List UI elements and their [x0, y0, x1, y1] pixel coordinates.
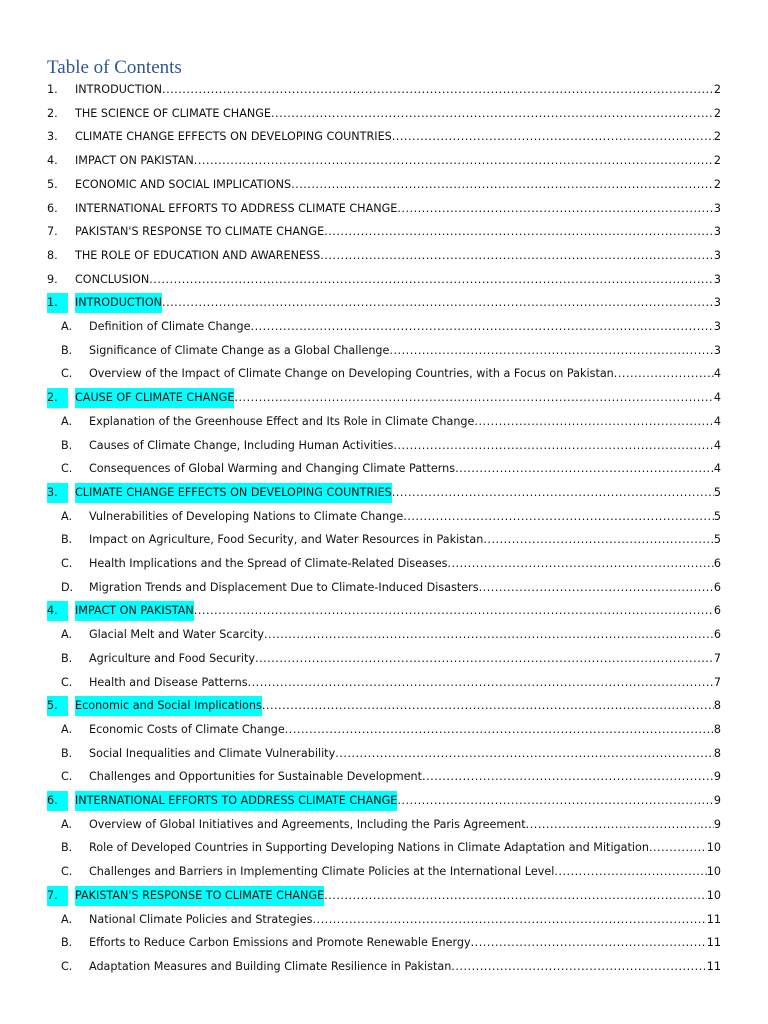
toc-page-number: 4 [713, 391, 721, 405]
toc-subentry[interactable] [0, 436, 768, 456]
toc-entry-body [75, 293, 721, 313]
toc-dot-leader [403, 507, 714, 527]
toc-dot-leader [271, 104, 714, 124]
toc-page-number: 7 [713, 651, 721, 665]
toc-entry-body [89, 649, 721, 669]
toc-entry-title: National Climate Policies and Strategies [89, 912, 313, 926]
toc-entry-title: Challenges and Barriers in Implementing Climate Policies at the International Level [89, 865, 555, 879]
toc-page-number: 10 [706, 865, 721, 879]
toc-page-number: 8 [713, 699, 721, 713]
toc-page-number: 2 [713, 106, 721, 120]
toc-dot-leader [392, 127, 714, 147]
toc-dot-leader [554, 862, 706, 882]
toc-entry-number: 2. [47, 388, 68, 408]
toc-entry-title: Economic and Social Implications [75, 696, 262, 716]
toc-entry-number: A. [61, 628, 73, 642]
toc-dot-leader [234, 388, 713, 408]
toc-entry-body [89, 364, 721, 384]
toc-entry-body [75, 175, 721, 195]
toc-entry-number: C. [61, 865, 73, 879]
toc-page-number: 3 [713, 296, 721, 310]
toc-entry-title: CLIMATE CHANGE EFFECTS ON DEVELOPING COUNTRIES [75, 130, 392, 144]
toc-dot-leader [194, 151, 714, 171]
toc-dot-leader [393, 436, 713, 456]
toc-entry-title: Challenges and Opportunities for Sustainable Development [89, 770, 423, 784]
toc-page-number: 10 [706, 841, 721, 855]
toc-entry-title: CONCLUSION [75, 272, 150, 286]
toc-entry-number: 3. [47, 130, 58, 144]
toc-entry-number: 3. [47, 483, 68, 503]
toc-entry-title: THE ROLE OF EDUCATION AND AWARENESS [75, 248, 321, 262]
toc-dot-leader [397, 791, 714, 811]
toc-entry-body [75, 199, 721, 219]
toc-entry-number: C. [61, 959, 73, 973]
toc-entry-title: Migration Trends and Displacement Due to Climate-Induced Disasters [89, 580, 479, 594]
toc-dot-leader [312, 910, 706, 930]
toc-dot-leader [451, 957, 706, 977]
toc-dot-leader [422, 767, 714, 787]
toc-entry[interactable] [0, 199, 768, 219]
toc-page-number: 9 [713, 770, 721, 784]
toc-dot-leader [649, 838, 707, 858]
toc-dot-leader [248, 673, 714, 693]
toc-entry[interactable] [0, 483, 768, 503]
toc-page-number: 4 [713, 462, 721, 476]
toc-dot-leader [324, 886, 707, 906]
toc-page-number: 3 [713, 272, 721, 286]
toc-entry[interactable] [0, 104, 768, 124]
toc-entry[interactable] [0, 151, 768, 171]
toc-entry-body [89, 554, 721, 574]
toc-entry-number: A. [61, 817, 73, 831]
toc-entry-number: 7. [47, 225, 58, 239]
toc-entry[interactable] [0, 293, 768, 313]
toc-dot-leader [285, 720, 714, 740]
toc-page-number: 6 [713, 580, 721, 594]
toc-entry-title: Agriculture and Food Security [89, 651, 256, 665]
toc-page-number: 4 [713, 367, 721, 381]
toc-entry-number: 1. [47, 293, 68, 313]
toc-entry-body [75, 483, 721, 503]
toc-page-number: 4 [713, 414, 721, 428]
toc-page-number: 3 [713, 248, 721, 262]
toc-entry-title: Role of Developed Countries in Supporting Developing Nations in Climate Adaptation and Mitigation [89, 841, 649, 855]
toc-page-number: 4 [713, 438, 721, 452]
toc-entry-number: 5. [47, 177, 58, 191]
toc-subentry[interactable] [0, 317, 768, 337]
toc-entry-body [89, 412, 721, 432]
toc-page-number: 7 [713, 675, 721, 689]
toc-subentry[interactable] [0, 554, 768, 574]
toc-page-number: 11 [706, 959, 721, 973]
toc-dot-leader [335, 744, 714, 764]
toc-entry-body [89, 530, 721, 550]
toc-subentry[interactable] [0, 673, 768, 693]
toc-subentry[interactable] [0, 933, 768, 953]
toc-entry-title: Definition of Climate Change [89, 320, 251, 333]
toc-entry-body [89, 459, 721, 479]
toc-entry-title: Explanation of the Greenhouse Effect and Its Role in Climate Change [89, 414, 475, 428]
toc-entry-title: INTRODUCTION [75, 83, 163, 96]
toc-entry-body [89, 720, 721, 740]
toc-dot-leader [397, 199, 714, 219]
toc-entry-body [89, 317, 721, 337]
toc-page-number: 5 [713, 509, 721, 523]
toc-page-number: 11 [706, 912, 721, 926]
toc-page-number: 9 [713, 794, 721, 807]
toc-subentry[interactable] [0, 815, 768, 835]
toc-entry-body [89, 436, 721, 456]
toc-entry-number: 4. [47, 154, 58, 168]
toc-entry-body [75, 127, 721, 147]
toc-page-number: 8 [713, 746, 721, 760]
toc-entry-number: B. [61, 746, 73, 760]
toc-entry-title: Economic Costs of Climate Change [89, 722, 285, 736]
toc-entry[interactable] [0, 601, 768, 621]
toc-subentry[interactable] [0, 744, 768, 764]
toc-page-number: 6 [713, 628, 721, 642]
toc-entry-number: 5. [47, 696, 68, 716]
toc-entry-number: 2. [47, 106, 58, 120]
toc-dot-leader [320, 246, 714, 266]
toc-entry-number: A. [61, 722, 73, 736]
toc-page-number: 3 [713, 343, 721, 357]
toc-entry-body [89, 578, 721, 598]
toc-entry-title: CAUSE OF CLIMATE CHANGE [75, 388, 234, 408]
toc-entry-body [89, 957, 721, 977]
toc-entry-number: 6. [47, 201, 58, 215]
toc-entry-body [89, 673, 721, 693]
toc-entry-number: D. [61, 580, 74, 594]
toc-page-number: 6 [713, 557, 721, 570]
toc-dot-leader [474, 412, 713, 432]
toc-dot-leader [483, 530, 714, 550]
toc-title: Table of Contents [47, 57, 182, 78]
toc-entry-title: IMPACT ON PAKISTAN [75, 601, 194, 621]
toc-entry-title: Overview of Global Initiatives and Agreements, Including the Paris Agreement [89, 817, 526, 831]
toc-entry-title: INTERNATIONAL EFFORTS TO ADDRESS CLIMATE CHANGE [75, 791, 397, 811]
toc-dot-leader [149, 270, 714, 290]
toc-dot-leader [392, 483, 714, 503]
toc-entry-title: Adaptation Measures and Building Climate Resilience in Pakistan [89, 959, 452, 973]
toc-entry-title: Impact on Agriculture, Food Security, and Water Resources in Pakistan [89, 533, 484, 547]
toc-subentry[interactable] [0, 459, 768, 479]
toc-entry-title: INTRODUCTION [75, 293, 162, 313]
toc-entry-number: A. [61, 912, 73, 926]
toc-entry-title: ECONOMIC AND SOCIAL IMPLICATIONS [75, 177, 292, 191]
toc-entry-title: Efforts to Reduce Carbon Emissions and Promote Renewable Energy [89, 936, 471, 950]
toc-page-number: 5 [713, 533, 721, 547]
toc-subentry[interactable] [0, 720, 768, 740]
toc-entry[interactable] [0, 246, 768, 266]
toc-entry-number: B. [61, 651, 73, 665]
toc-entry[interactable] [0, 388, 768, 408]
toc-entry-title: Overview of the Impact of Climate Change on Developing Countries, with a Focus on Pakistan [89, 367, 614, 381]
toc-entry-number: B. [61, 438, 73, 452]
toc-entry[interactable] [0, 886, 768, 906]
toc-subentry[interactable] [0, 649, 768, 669]
toc-subentry[interactable] [0, 341, 768, 361]
toc-page-number: 8 [713, 722, 721, 736]
toc-entry-number: A. [61, 414, 73, 428]
toc-dot-leader [447, 554, 713, 574]
toc-entry-title: Vulnerabilities of Developing Nations to Climate Change [89, 509, 404, 523]
toc-dot-leader [526, 815, 714, 835]
toc-dot-leader [614, 364, 714, 384]
toc-entry-number: C. [61, 462, 73, 476]
toc-entry-number: B. [61, 936, 73, 950]
toc-entry-title: Social Inequalities and Climate Vulnerability [89, 746, 336, 760]
toc-page-number: 3 [713, 225, 721, 239]
toc-entry-body [89, 625, 721, 645]
toc-subentry[interactable] [0, 578, 768, 598]
toc-subentry[interactable] [0, 412, 768, 432]
toc-entry-body [75, 388, 721, 408]
toc-entry[interactable] [0, 270, 768, 290]
toc-subentry[interactable] [0, 507, 768, 527]
toc-entry-title: Significance of Climate Change as a Global Challenge [89, 343, 390, 357]
toc-entry-number: C. [61, 675, 73, 689]
toc-entry-body [89, 910, 721, 930]
toc-entry[interactable] [0, 222, 768, 242]
toc-page-number: 2 [713, 177, 721, 191]
toc-entry-body [75, 886, 721, 906]
toc-dot-leader [251, 317, 714, 337]
toc-page-number: 3 [713, 320, 721, 333]
toc-entry-number: B. [61, 841, 73, 855]
toc-entry-body [75, 80, 721, 100]
toc-subentry[interactable] [0, 625, 768, 645]
toc-entry-body [75, 246, 721, 266]
toc-entry-body [89, 815, 721, 835]
toc-page-number: 11 [706, 936, 721, 950]
toc-entry-body [89, 341, 721, 361]
toc-dot-leader [479, 578, 714, 598]
toc-entry-body [89, 507, 721, 527]
toc-entry-title: PAKISTAN'S RESPONSE TO CLIMATE CHANGE [75, 225, 325, 239]
toc-entry-body [89, 838, 721, 858]
toc-entry-number: C. [61, 770, 73, 784]
toc-entry-number: A. [61, 320, 73, 333]
toc-entry-body [75, 104, 721, 124]
toc-page-number: 5 [713, 485, 721, 499]
toc-entry-number: 1. [47, 83, 58, 96]
toc-subentry[interactable] [0, 957, 768, 977]
toc-dot-leader [255, 649, 714, 669]
toc-dot-leader [194, 601, 714, 621]
toc-entry-number: 6. [47, 791, 68, 811]
toc-entry-body [75, 270, 721, 290]
toc-subentry[interactable] [0, 910, 768, 930]
toc-entry-title: IMPACT ON PAKISTAN [75, 154, 194, 168]
toc-page-number: 2 [713, 83, 721, 96]
toc-entry-body [75, 696, 721, 716]
toc-page-number: 2 [713, 130, 721, 144]
toc-dot-leader [324, 222, 714, 242]
toc-page-number: 2 [713, 154, 721, 168]
toc-entry-body [75, 791, 721, 811]
toc-entry-body [75, 601, 721, 621]
toc-entry-number: 8. [47, 248, 58, 262]
toc-dot-leader [162, 80, 714, 100]
toc-entry-body [89, 767, 721, 787]
toc-entry-body [89, 862, 721, 882]
toc-dot-leader [455, 459, 714, 479]
toc-entry-number: B. [61, 533, 73, 547]
toc-entry-title: INTERNATIONAL EFFORTS TO ADDRESS CLIMATE CHANGE [75, 201, 398, 215]
toc-subentry[interactable] [0, 838, 768, 858]
toc-entry[interactable] [0, 127, 768, 147]
toc-entry[interactable] [0, 696, 768, 716]
toc-entry-number: 9. [47, 272, 58, 286]
toc-entry-number: B. [61, 343, 73, 357]
toc-entry-body [89, 744, 721, 764]
toc-entry-number: 4. [47, 601, 68, 621]
toc-entry-title: Glacial Melt and Water Scarcity [89, 628, 264, 642]
toc-entry[interactable] [0, 791, 768, 811]
toc-dot-leader [162, 293, 714, 313]
toc-entry-number: C. [61, 367, 73, 381]
toc-entry-title: PAKISTAN'S RESPONSE TO CLIMATE CHANGE [75, 886, 324, 906]
toc-entry-title: THE SCIENCE OF CLIMATE CHANGE [75, 106, 271, 120]
toc-entry-number: C. [61, 557, 73, 570]
toc-page-number: 10 [706, 888, 721, 902]
toc-entry-title: Causes of Climate Change, Including Human Activities [89, 438, 394, 452]
toc-dot-leader [389, 341, 713, 361]
toc-page-number: 6 [713, 604, 721, 618]
toc-entry-title: Health and Disease Patterns [89, 675, 248, 689]
toc-entry-number: A. [61, 509, 73, 523]
toc-entry-title: Consequences of Global Warming and Changing Climate Patterns [89, 462, 456, 476]
toc-entry[interactable] [0, 80, 768, 100]
toc-entry-body [75, 222, 721, 242]
toc-entry-title: Health Implications and the Spread of Climate-Related Diseases [89, 557, 448, 570]
toc-entry-body [89, 933, 721, 953]
toc-subentry[interactable] [0, 530, 768, 550]
toc-subentry[interactable] [0, 364, 768, 384]
toc-dot-leader [264, 625, 714, 645]
toc-page-number: 9 [713, 817, 721, 831]
toc-subentry[interactable] [0, 862, 768, 882]
toc-page-number: 3 [713, 201, 721, 215]
toc-subentry[interactable] [0, 767, 768, 787]
toc-entry[interactable] [0, 175, 768, 195]
toc-dot-leader [471, 933, 707, 953]
toc-dot-leader [291, 175, 714, 195]
toc-entry-body [75, 151, 721, 171]
toc-entry-title: CLIMATE CHANGE EFFECTS ON DEVELOPING COUNTRIES [75, 483, 392, 503]
toc-entry-number: 7. [47, 886, 68, 906]
toc-dot-leader [262, 696, 714, 716]
